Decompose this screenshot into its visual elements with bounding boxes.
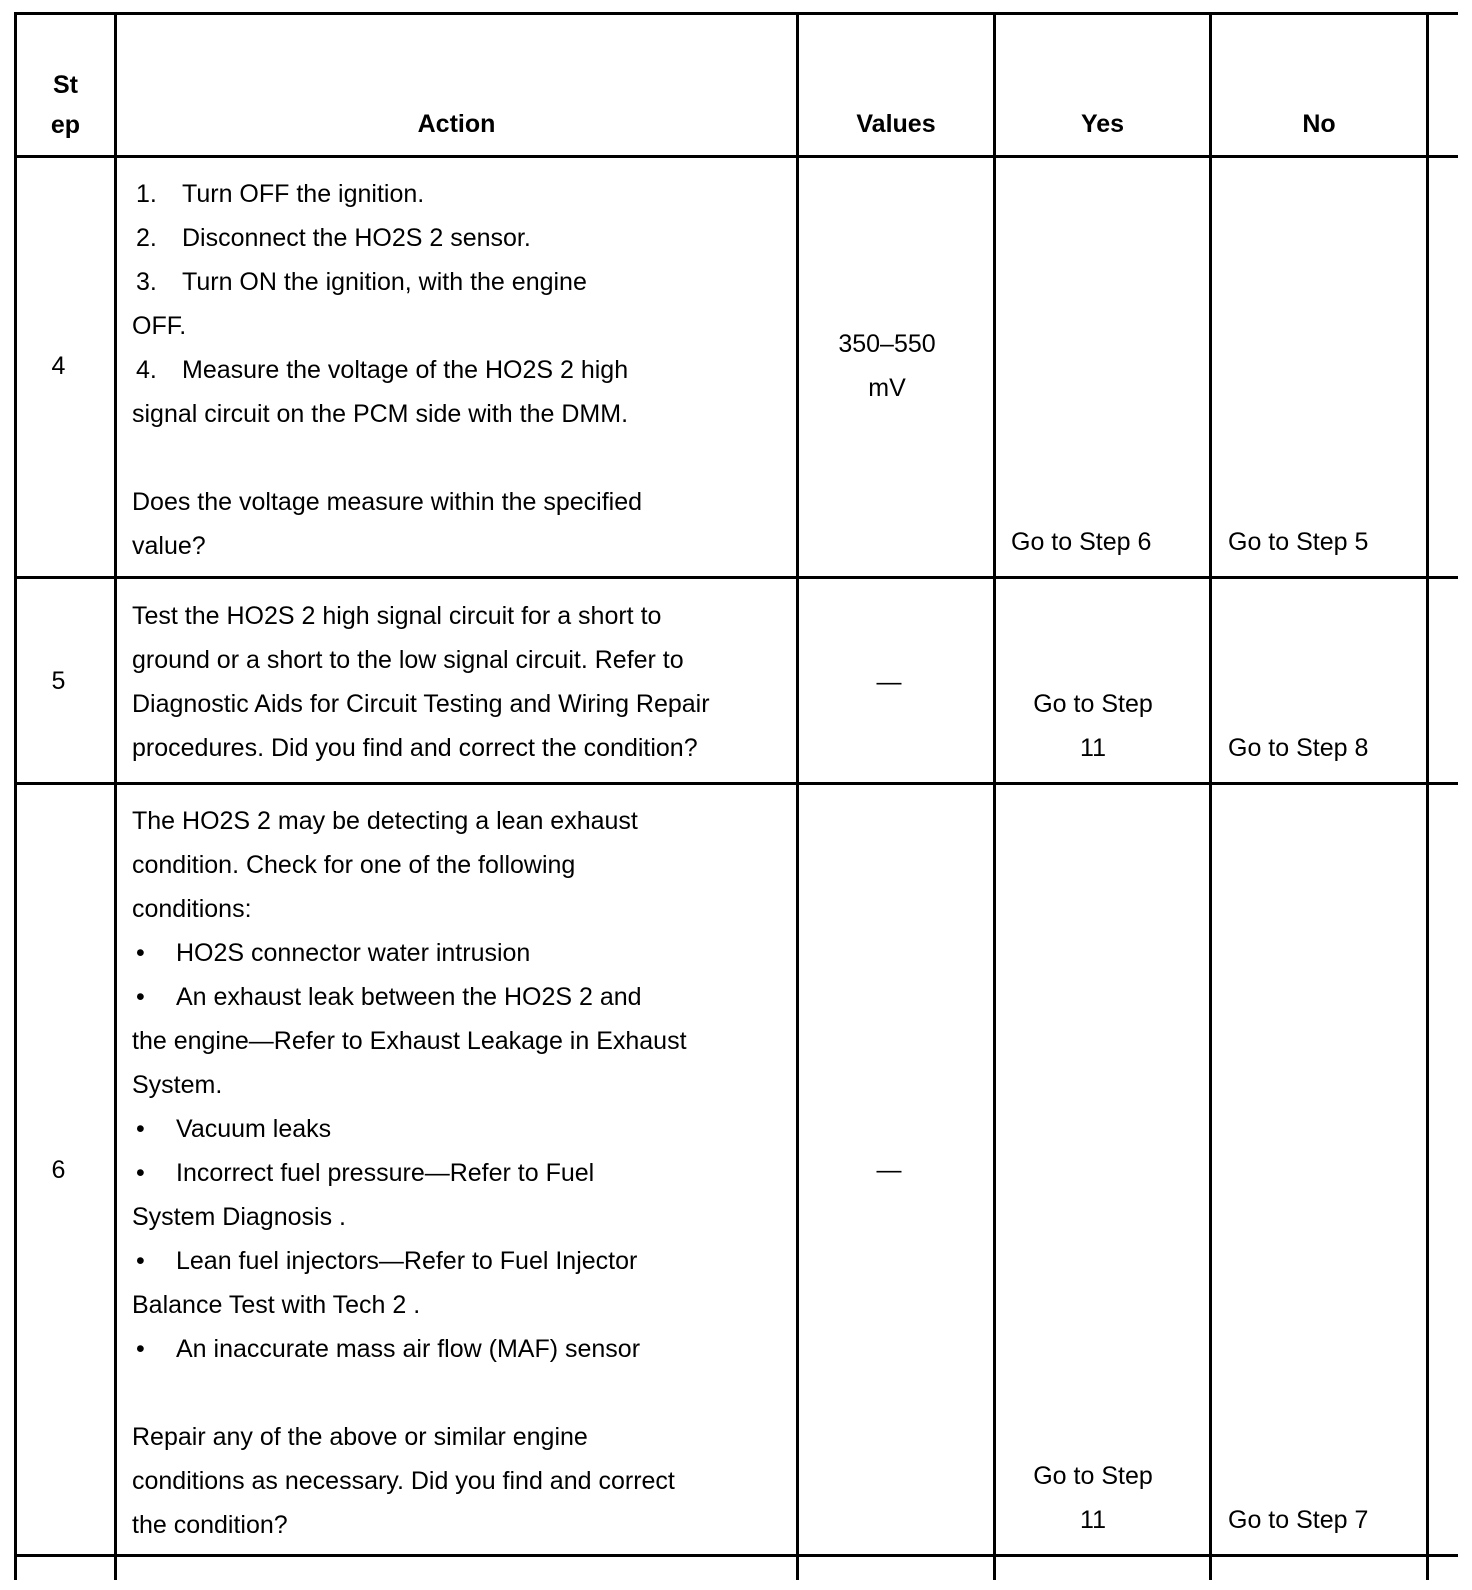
action-line xyxy=(132,638,710,682)
action-text: Disconnect the HO2S 2 sensor. xyxy=(182,224,531,252)
column-divider xyxy=(796,12,799,1580)
bullet-marker: • xyxy=(136,1247,145,1275)
action-line xyxy=(132,216,642,260)
header-values: Values xyxy=(856,110,936,138)
action-text: condition. Check for one of the following xyxy=(132,851,576,879)
bullet-marker: • xyxy=(136,1115,145,1143)
no-cell: Go to Step 5 xyxy=(1228,528,1369,556)
bullet-marker: • xyxy=(136,983,145,1011)
values-cell: — xyxy=(876,668,902,696)
bullet-marker: • xyxy=(136,1159,145,1187)
list-number: 3. xyxy=(136,268,157,296)
values-line: mV xyxy=(868,374,906,402)
action-text: conditions: xyxy=(132,895,252,923)
row-divider xyxy=(14,155,1458,158)
bullet-marker: • xyxy=(136,1335,145,1363)
action-line xyxy=(132,726,710,770)
action-line xyxy=(132,1063,687,1107)
action-line xyxy=(132,1151,687,1195)
action-text xyxy=(132,1379,139,1407)
action-line xyxy=(132,975,687,1019)
action-line xyxy=(132,436,642,480)
action-text: the condition? xyxy=(132,1511,288,1539)
values-cell xyxy=(799,322,975,410)
action-text: ground or a short to the low signal circuit. Refer to xyxy=(132,646,684,674)
action-line xyxy=(132,843,687,887)
action-text: the engine—Refer to Exhaust Leakage in Exhaust xyxy=(132,1027,687,1055)
action-text: Test the HO2S 2 high signal circuit for a short to xyxy=(132,602,662,630)
step-number: 5 xyxy=(51,667,66,695)
yes-cell xyxy=(996,1454,1190,1542)
step-number: 6 xyxy=(51,1156,66,1184)
action-line xyxy=(132,348,642,392)
yes-line: Go to Step xyxy=(1033,690,1153,718)
diagnostic-table xyxy=(14,12,1458,1580)
header-action: Action xyxy=(417,110,496,138)
action-text: signal circuit on the PCM side with the DMM. xyxy=(132,400,629,428)
header-yes: Yes xyxy=(1080,110,1125,138)
action-text: Balance Test with Tech 2 . xyxy=(132,1291,421,1319)
table-border-top xyxy=(14,12,1458,15)
yes-cell xyxy=(996,682,1190,770)
action-text: value? xyxy=(132,532,206,560)
yes-line: 11 xyxy=(1080,1506,1106,1534)
header-step xyxy=(17,65,114,145)
action-line xyxy=(132,1327,687,1371)
table-border-right xyxy=(1426,12,1429,1580)
header-step-line2: ep xyxy=(50,111,81,139)
action-text: OFF. xyxy=(132,312,187,340)
column-divider xyxy=(1209,12,1212,1580)
list-number: 4. xyxy=(136,356,157,384)
action-cell xyxy=(132,799,687,1547)
action-line xyxy=(132,1459,687,1503)
action-line xyxy=(132,480,642,524)
action-text: Lean fuel injectors—Refer to Fuel Injector xyxy=(176,1247,638,1275)
action-text: Measure the voltage of the HO2S 2 high xyxy=(182,356,629,384)
action-text: procedures. Did you find and correct the condition? xyxy=(132,734,698,762)
action-line xyxy=(132,260,642,304)
values-line: 350–550 xyxy=(838,330,936,358)
header-no: No xyxy=(1302,110,1336,138)
action-line xyxy=(132,524,642,568)
action-line xyxy=(132,1239,687,1283)
action-cell xyxy=(132,594,710,770)
action-text: An exhaust leak between the HO2S 2 and xyxy=(176,983,642,1011)
action-line xyxy=(132,931,687,975)
list-number: 1. xyxy=(136,180,157,208)
action-text: An inaccurate mass air flow (MAF) sensor xyxy=(176,1335,641,1363)
no-cell: Go to Step 7 xyxy=(1228,1506,1369,1534)
action-text: Turn OFF the ignition. xyxy=(182,180,425,208)
table-border-left xyxy=(14,12,17,1580)
header-step-line1: St xyxy=(53,71,78,99)
action-cell xyxy=(132,172,642,568)
action-line xyxy=(132,799,687,843)
action-line xyxy=(132,1415,687,1459)
action-text: Turn ON the ignition, with the engine xyxy=(182,268,587,296)
column-divider xyxy=(993,12,996,1580)
action-line xyxy=(132,1503,687,1547)
action-line xyxy=(132,682,710,726)
no-cell: Go to Step 8 xyxy=(1228,734,1369,762)
action-line xyxy=(132,304,642,348)
bullet-marker: • xyxy=(136,939,145,967)
action-line xyxy=(132,1019,687,1063)
action-text: HO2S connector water intrusion xyxy=(176,939,531,967)
row-divider xyxy=(14,576,1458,579)
row-divider xyxy=(14,782,1458,785)
yes-line: Go to Step xyxy=(1033,1462,1153,1490)
action-text: Vacuum leaks xyxy=(176,1115,332,1143)
action-text xyxy=(132,444,139,472)
action-text: System Diagnosis . xyxy=(132,1203,346,1231)
action-text: System. xyxy=(132,1071,223,1099)
action-line xyxy=(132,172,642,216)
action-line xyxy=(132,1371,687,1415)
action-line xyxy=(132,594,710,638)
action-line xyxy=(132,1107,687,1151)
action-text: conditions as necessary. Did you find and correct xyxy=(132,1467,675,1495)
values-cell: — xyxy=(876,1156,902,1184)
action-line xyxy=(132,887,687,931)
list-number: 2. xyxy=(136,224,157,252)
action-text: Does the voltage measure within the specified xyxy=(132,488,643,516)
action-line xyxy=(132,1283,687,1327)
action-line xyxy=(132,392,642,436)
action-text: Diagnostic Aids for Circuit Testing and Wiring Repair xyxy=(132,690,710,718)
yes-line: 11 xyxy=(1080,734,1106,762)
yes-cell: Go to Step 6 xyxy=(1011,528,1152,556)
action-line xyxy=(132,1195,687,1239)
action-text: Repair any of the above or similar engine xyxy=(132,1423,588,1451)
action-text: The HO2S 2 may be detecting a lean exhaust xyxy=(132,807,638,835)
column-divider xyxy=(114,12,117,1580)
step-number: 4 xyxy=(51,352,66,380)
action-text: Incorrect fuel pressure—Refer to Fuel xyxy=(176,1159,595,1187)
table-border-bottom xyxy=(14,1554,1458,1557)
